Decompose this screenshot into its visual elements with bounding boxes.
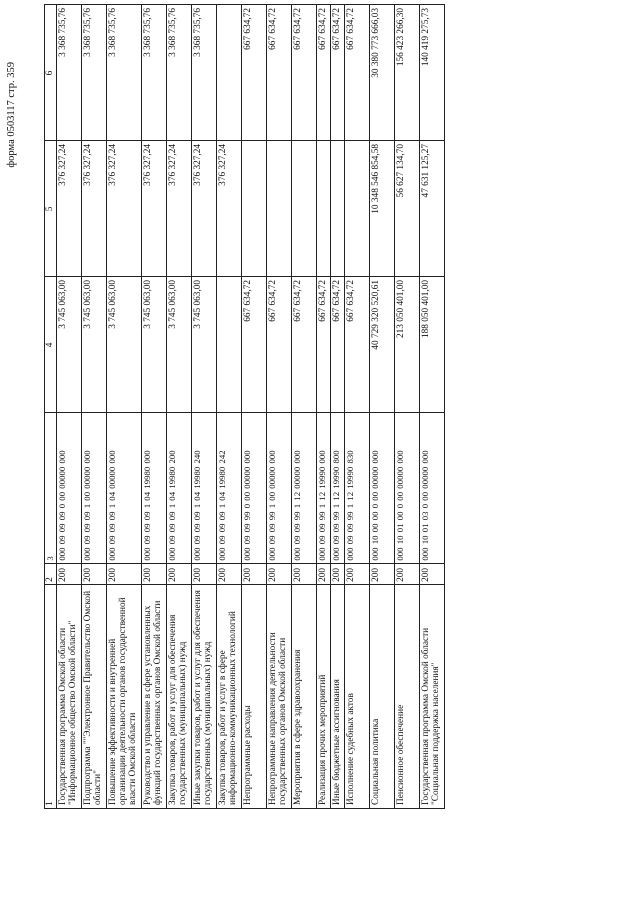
row-executed-cell — [267, 140, 292, 276]
table-row — [292, 5, 317, 809]
row-approved-cell: 667 634,72 — [242, 276, 267, 412]
row-code-cell: 200 — [331, 563, 345, 584]
row-unexecuted-cell: 667 634,72 — [345, 5, 370, 141]
row-code-cell: 200 — [167, 563, 192, 584]
row-classification-cell: 000 09 09 09 1 00 00000 000 — [82, 412, 107, 563]
row-code-cell: 200 — [370, 563, 395, 584]
row-classification-cell: 000 09 09 09 1 04 19980 000 — [142, 412, 167, 563]
row-name-cell: Реализация прочих мероприятий — [317, 584, 331, 808]
row-unexecuted-cell: 140 419 275,73 — [420, 5, 445, 141]
row-executed-cell — [242, 140, 267, 276]
row-unexecuted-cell: 30 380 773 666,03 — [370, 5, 395, 141]
table-row — [107, 5, 142, 809]
row-name-cell: Государственная программа Омской области "Социальная поддержка населения" — [420, 584, 445, 808]
row-approved-cell: 3 745 063,00 — [57, 276, 82, 412]
row-code-cell: 200 — [142, 563, 167, 584]
row-approved-cell: 667 634,72 — [267, 276, 292, 412]
row-approved-cell — [217, 276, 242, 412]
column-header: 3 — [45, 412, 57, 563]
row-executed-cell: 376 327,24 — [217, 140, 242, 276]
row-approved-cell: 3 745 063,00 — [167, 276, 192, 412]
row-classification-cell: 000 09 09 99 1 12 00000 000 — [292, 412, 317, 563]
column-header: 2 — [45, 563, 57, 584]
column-header: 6 — [45, 5, 57, 141]
row-unexecuted-cell: 667 634,72 — [317, 5, 331, 141]
table-row — [267, 5, 292, 809]
row-executed-cell: 10 348 546 854,58 — [370, 140, 395, 276]
header-row — [45, 5, 57, 809]
row-code-cell: 200 — [242, 563, 267, 584]
table-row — [142, 5, 167, 809]
row-name-cell: Социальная политика — [370, 584, 395, 808]
row-executed-cell: 56 627 134,70 — [395, 140, 420, 276]
row-unexecuted-cell: 3 368 735,76 — [107, 5, 142, 141]
row-approved-cell: 3 745 063,00 — [82, 276, 107, 412]
row-approved-cell: 667 634,72 — [345, 276, 370, 412]
row-code-cell: 200 — [217, 563, 242, 584]
row-classification-cell: 000 09 09 09 1 04 19980 200 — [167, 412, 192, 563]
row-name-cell: Руководство и управление в сфере установленных функций государственных органов Омской области — [142, 584, 167, 808]
table-row — [317, 5, 331, 809]
row-approved-cell: 40 729 320 520,61 — [370, 276, 395, 412]
row-approved-cell: 213 050 401,00 — [395, 276, 420, 412]
column-header: 4 — [45, 276, 57, 412]
row-code-cell: 200 — [420, 563, 445, 584]
row-code-cell: 200 — [395, 563, 420, 584]
row-approved-cell: 667 634,72 — [292, 276, 317, 412]
row-name-cell: Пенсионное обеспечение — [395, 584, 420, 808]
row-name-cell: Иные бюджетные ассигнования — [331, 584, 345, 808]
table-row — [57, 5, 82, 809]
report-table — [44, 4, 445, 809]
row-classification-cell: 000 09 09 09 0 00 00000 000 — [57, 412, 82, 563]
row-executed-cell: 47 631 125,27 — [420, 140, 445, 276]
row-name-cell: Закупка товаров, работ и услуг для обеспечения государственных (муниципальных) нужд — [167, 584, 192, 808]
row-name-cell: Государственная программа Омской области "Информационное общество Омской области" — [57, 584, 82, 808]
row-name-cell: Мероприятия в сфере здравоохранения — [292, 584, 317, 808]
row-name-cell: Непрограммные направления деятельности государственных органов Омской области — [267, 584, 292, 808]
row-classification-cell: 000 09 09 99 1 12 19990 800 — [331, 412, 345, 563]
row-unexecuted-cell: 667 634,72 — [267, 5, 292, 141]
row-approved-cell: 188 050 401,00 — [420, 276, 445, 412]
row-classification-cell: 000 09 09 09 1 04 19980 240 — [192, 412, 217, 563]
row-code-cell: 200 — [192, 563, 217, 584]
row-unexecuted-cell: 667 634,72 — [331, 5, 345, 141]
row-executed-cell: 376 327,24 — [192, 140, 217, 276]
row-name-cell: Повышение эффективности и внутренней организации деятельности органов государственной власти Омской области — [107, 584, 142, 808]
row-unexecuted-cell: 3 368 735,76 — [192, 5, 217, 141]
table-row — [395, 5, 420, 809]
row-classification-cell: 000 09 09 99 1 00 00000 000 — [267, 412, 292, 563]
row-executed-cell — [331, 140, 345, 276]
table-row — [242, 5, 267, 809]
row-unexecuted-cell: 667 634,72 — [292, 5, 317, 141]
row-name-cell: Иные закупки товаров, работ и услуг для обеспечения государственных (муниципальных) нужд — [192, 584, 217, 808]
row-approved-cell: 667 634,72 — [331, 276, 345, 412]
row-executed-cell — [317, 140, 331, 276]
row-approved-cell: 3 745 063,00 — [107, 276, 142, 412]
row-unexecuted-cell — [217, 5, 242, 141]
row-approved-cell: 3 745 063,00 — [192, 276, 217, 412]
row-classification-cell: 000 09 09 99 1 12 19990 000 — [317, 412, 331, 563]
table-row — [345, 5, 370, 809]
row-classification-cell: 000 09 09 09 1 04 00000 000 — [107, 412, 142, 563]
row-code-cell: 200 — [345, 563, 370, 584]
row-classification-cell: 000 09 09 99 1 12 19990 830 — [345, 412, 370, 563]
row-name-cell: Подпрограмма ""Электронное Правительство Омской области" — [82, 584, 107, 808]
table-row — [331, 5, 345, 809]
row-code-cell: 200 — [82, 563, 107, 584]
row-executed-cell: 376 327,24 — [57, 140, 82, 276]
row-unexecuted-cell: 3 368 735,76 — [167, 5, 192, 141]
table-row — [217, 5, 242, 809]
row-executed-cell — [345, 140, 370, 276]
table-row — [167, 5, 192, 809]
table-row — [82, 5, 107, 809]
row-classification-cell: 000 09 09 99 0 00 00000 000 — [242, 412, 267, 563]
row-executed-cell: 376 327,24 — [82, 140, 107, 276]
table-row — [192, 5, 217, 809]
row-classification-cell: 000 10 01 00 0 00 00000 000 — [395, 412, 420, 563]
row-name-cell: Непрограммные расходы — [242, 584, 267, 808]
table-row — [370, 5, 395, 809]
row-executed-cell: 376 327,24 — [107, 140, 142, 276]
row-code-cell: 200 — [107, 563, 142, 584]
row-name-cell: Исполнение судебных актов — [345, 584, 370, 808]
row-classification-cell: 000 10 01 03 0 00 00000 000 — [420, 412, 445, 563]
row-executed-cell: 376 327,24 — [167, 140, 192, 276]
row-code-cell: 200 — [292, 563, 317, 584]
table-body — [57, 5, 445, 809]
column-header: 5 — [45, 140, 57, 276]
row-approved-cell: 667 634,72 — [317, 276, 331, 412]
form-label: форма 0503117 стр. 359 — [6, 62, 17, 168]
row-unexecuted-cell: 3 368 735,76 — [82, 5, 107, 141]
table-row — [420, 5, 445, 809]
column-header: 1 — [45, 584, 57, 808]
row-code-cell: 200 — [267, 563, 292, 584]
row-classification-cell: 000 09 09 09 1 04 19980 242 — [217, 412, 242, 563]
row-name-cell: Закупка товаров, работ и услуг в сфере информационно-коммуникационных технологий — [217, 584, 242, 808]
row-approved-cell: 3 745 063,00 — [142, 276, 167, 412]
row-executed-cell — [292, 140, 317, 276]
row-executed-cell: 376 327,24 — [142, 140, 167, 276]
row-unexecuted-cell: 667 634,72 — [242, 5, 267, 141]
row-classification-cell: 000 10 00 00 0 00 00000 000 — [370, 412, 395, 563]
row-unexecuted-cell: 156 423 266,30 — [395, 5, 420, 141]
row-code-cell: 200 — [57, 563, 82, 584]
row-unexecuted-cell: 3 368 735,76 — [142, 5, 167, 141]
row-unexecuted-cell: 3 368 735,76 — [57, 5, 82, 141]
row-code-cell: 200 — [317, 563, 331, 584]
